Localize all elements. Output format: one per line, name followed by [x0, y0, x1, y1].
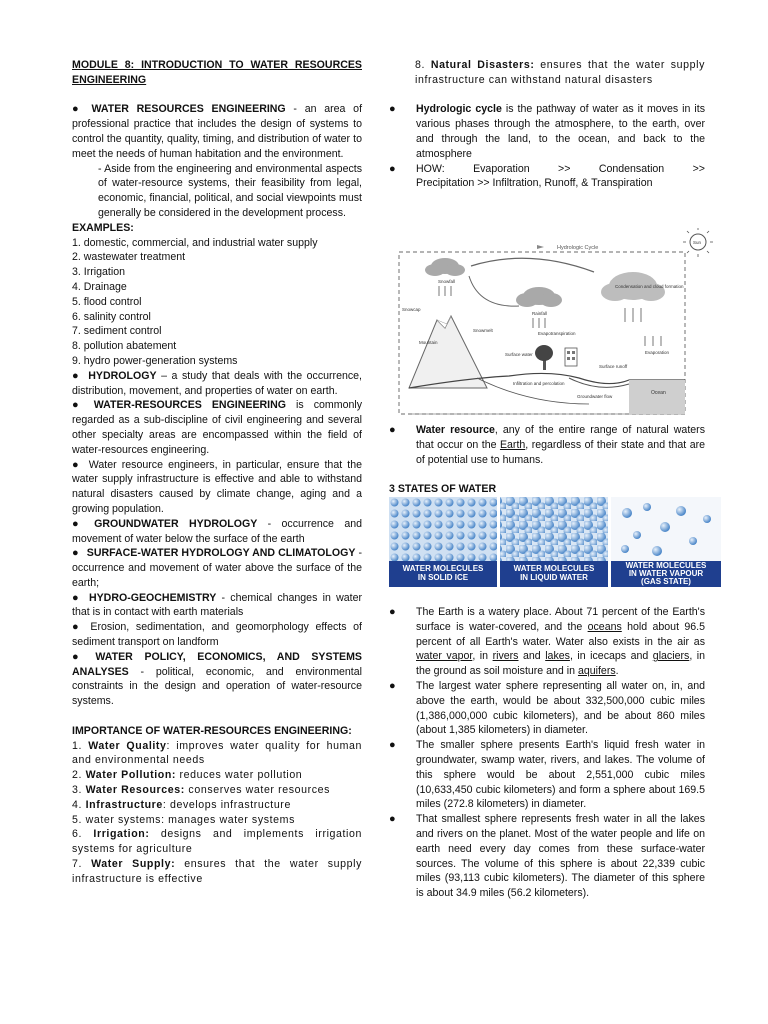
- importance-item-8-head: Natural Disasters:: [430, 59, 535, 71]
- liquid-water-panel: [500, 497, 608, 561]
- ocean-label: Ocean: [651, 390, 666, 396]
- examples-heading: EXAMPLES:: [72, 221, 134, 234]
- left-column: [72, 0, 362, 887]
- importance-item: [72, 827, 362, 857]
- earth-water-paragraph: ● The Earth is a watery place. About 71 percent of the Earth's surface is water-covered, and the oceans hold about 96.5 percent of all Earth's water. Water also exists in the air as water vapor, in rivers and lakes, in icecaps and glaciers, in the ground as soil moisture and in aquifers.: [389, 606, 706, 678]
- hydro-geochemistry-body: - chemical changes in water that is in contact with earth materials: [72, 591, 363, 619]
- mountain-label: Mountain: [419, 340, 438, 345]
- water-vapor-link[interactable]: water vapor: [416, 650, 473, 663]
- wre-definition: [72, 102, 362, 161]
- water-resource-head: Water resource: [416, 424, 495, 436]
- oceans-link[interactable]: oceans: [587, 620, 622, 633]
- example-item: 6. salinity control: [72, 310, 151, 323]
- importance-item-num: 2.: [72, 769, 86, 782]
- rivers-link[interactable]: rivers: [492, 650, 519, 663]
- importance-item-num: 1.: [72, 739, 89, 752]
- aquifers-link[interactable]: aquifers: [577, 665, 616, 678]
- importance-item: [72, 783, 362, 798]
- evapotranspiration-label: Evapotranspiration: [538, 331, 576, 336]
- importance-item-num: 6.: [72, 828, 94, 841]
- surface-water-label: Surface water: [505, 352, 533, 357]
- sun-icon: [683, 228, 713, 257]
- engineers-paragraph: [72, 458, 362, 517]
- importance-item-8-num: 8.: [415, 59, 431, 71]
- evaporation-label: Evaporation: [645, 350, 670, 355]
- hydrology-head: ● HYDROLOGY: [72, 370, 157, 382]
- water-resource-body-1: , any of the entire range of natural waters that occur on the: [416, 424, 705, 451]
- engineers-body: Water resource engineers, in particular, ensure that the water supply infrastructure is effective and able to withstand natural disasters caused by climate change, aging and a growing population.: [72, 458, 362, 515]
- liquid-water-line2: IN LIQUID WATER: [520, 573, 588, 582]
- how-line: ● HOW: Evaporation >> Condensation >> Precipitation >> Infiltration, Runoff, & Transpiration: [389, 162, 705, 190]
- water-resource-block: [389, 423, 705, 467]
- importance-item-num: 7.: [72, 858, 92, 871]
- water-resource-definition: ● Water resource, any of the entire range of natural waters that occur on the Earth, regardless of their state and that are of potential use to humans.: [389, 424, 706, 466]
- right-column-bottom: [389, 605, 705, 901]
- condensation-label: Condensation and cloud formation: [615, 284, 684, 289]
- solid-ice-panel: [389, 497, 497, 561]
- p1-e: , in icecaps and: [569, 650, 653, 663]
- p1-f: , in the ground as soil moisture and in: [416, 650, 706, 678]
- erosion-paragraph: [72, 620, 362, 650]
- importance-item-body: : improves water quality for human and environmental needs: [72, 739, 362, 767]
- example-item: 5. flood control: [72, 295, 142, 308]
- importance-item-num: 3.: [72, 784, 86, 797]
- hydrologic-cycle-definition: ● Hydrologic cycle is the pathway of water as it moves in its various phases through the atmosphere, to the earth, over and through the land, to the ocean, and back to the atmosphere: [389, 103, 705, 160]
- solid-ice-line1: WATER MOLECULES: [402, 564, 484, 573]
- erosion-body: Erosion, sedimentation, and geomorphology effects of sediment transport on landform: [72, 621, 362, 649]
- how-line-2: Precipitation >> Infiltration, Runoff, & Transpiration: [416, 177, 653, 190]
- water-resource-body-2: , regardless of their state and that are of potential use to humans.: [416, 438, 706, 466]
- importance-item-body: designs and implements irrigation systems for agriculture: [72, 828, 362, 856]
- states-of-water-figure: [389, 497, 721, 587]
- water-policy: [72, 650, 362, 709]
- wre-subdiscipline: [72, 398, 362, 457]
- smaller-sphere-text: The smaller sphere presents Earth's liquid fresh water in groundwater, swamp water, rivers, and lakes. The volume of this sphere would be about 2,551,000 cubic miles (10,633,450 cubic kilometers) and form a sphere about 169.5 miles (272.8 kilometers) in diameter.: [416, 739, 705, 811]
- lakes-link[interactable]: lakes: [545, 650, 570, 663]
- smallest-sphere-text: That smallest sphere represents fresh water in all the lakes and rivers on the planet. Most of the water people and life on earth need every day comes from these surface-water sources. The volume of this sphere is about 22,339 cubic miles (93,113 cubic kilometers). The diameter of this sphere is about 34.9 miles (56.2 kilometers).: [416, 813, 705, 900]
- surface-runoff-label: Surface runoff: [599, 364, 628, 369]
- example-item: 3. Irrigation: [72, 266, 125, 279]
- evaporation-arrows: [645, 336, 661, 346]
- vapour-line3: (GAS STATE): [641, 577, 691, 586]
- importance-item-head: Infrastructure: [85, 798, 163, 811]
- hydrology-body: – a study that deals with the occurrence, distribution, movement, and properties of water on earth.: [72, 369, 362, 397]
- groundwater-hydrology: [72, 517, 362, 547]
- sun-label: Sun: [693, 240, 702, 245]
- importance-item-8-body: ensures that the water supply infrastructure can withstand natural disasters: [415, 59, 705, 86]
- rainfall-label: Rainfall: [532, 311, 548, 316]
- solid-ice-line2: IN SOLID ICE: [417, 573, 469, 582]
- importance-item-body: : develops infrastructure: [162, 798, 291, 811]
- importance-item-body: conserves water resources: [184, 784, 331, 797]
- hydro-geochemistry-head: ● HYDRO-GEOCHEMISTRY: [72, 592, 216, 604]
- largest-sphere-text: The largest water sphere representing all water on, in, and above the earth, would be about 332,500,000 cubic miles (1,386,000,000 cubic kilometers), and be about 860 miles (about 1,385 kilometers) in diameter.: [416, 679, 705, 737]
- p1-g: .: [615, 665, 619, 678]
- vapour-line2: IN WATER VAPOUR: [628, 569, 704, 578]
- infiltration-label: Infiltration and percolation: [513, 381, 565, 386]
- groundwater-label: Groundwater flow: [577, 394, 613, 399]
- building-icon: [565, 348, 577, 366]
- wre-definition-body: - an area of professional practice that includes the design of systems to control the quantity, quality, timing, and distribution of water to meet the needs of human habitation and the environment.: [72, 103, 363, 160]
- p1-d: and: [518, 650, 546, 663]
- importance-item-body: reduces water pollution: [176, 769, 303, 782]
- p1-c: , in: [472, 650, 493, 663]
- example-item: 7. sediment control: [72, 325, 162, 338]
- wre-definition-head: ● WATER RESOURCES ENGINEERING: [72, 103, 286, 115]
- surface-water-body: - occurrence and movement of water above the surface of the earth;: [72, 547, 362, 589]
- example-item: 1. domestic, commercial, and industrial water supply: [72, 236, 318, 249]
- aside-paragraph: - Aside from the engineering and environmental aspects of water-resource systems, their feasibility from legal, economic, financial, political, and social viewpoints must generally be considered in the development process.: [98, 162, 362, 219]
- water-policy-body: - political, economic, and environmental constraints in the design and operation of water-resource systems.: [72, 665, 362, 708]
- importance-item: [72, 798, 362, 813]
- examples-list: [72, 236, 362, 369]
- smallest-sphere-paragraph: ● That smallest sphere represents fresh water in all the lakes and rivers on the planet. Most of the water people and life on earth need every day comes from these surface-water sources. The volume of this sphere is about 22,339 cubic miles (93,113 cubic kilometers). The diameter of this sphere is about 34.9 miles (56.2 kilometers).: [389, 813, 705, 900]
- example-item: 4. Drainage: [72, 280, 127, 293]
- groundwater-head: ● GROUNDWATER HYDROLOGY: [72, 518, 257, 530]
- ocean-shape: [629, 380, 685, 414]
- groundwater-body: - occurrence and movement of water below the surface of the earth: [72, 517, 362, 545]
- how-line-1: HOW: Evaporation >> Condensation >>: [416, 162, 705, 175]
- p1-a: The Earth is a watery place. About 71 percent of the Earth's surface is water-covered, and the: [416, 606, 705, 633]
- hydro-geochemistry: [72, 591, 362, 621]
- example-item: 8. pollution abatement: [72, 340, 177, 353]
- importance-item-head: Water Quality: [88, 739, 167, 752]
- importance-item-body: ensures that the water supply infrastructure is effective: [72, 858, 362, 885]
- smaller-sphere-paragraph: ● The smaller sphere presents Earth's liquid fresh water in groundwater, swamp water, rivers, and lakes. The volume of this sphere would be about 2,551,000 cubic miles (10,633,450 cubic kilometers) and form a sphere about 169.5 miles (272.8 kilometers) in diameter.: [389, 739, 705, 811]
- cloud-snowfall-icon: [425, 258, 465, 276]
- importance-item: [72, 857, 362, 887]
- snowcap-label: Snowcap: [402, 307, 421, 312]
- importance-item: [72, 813, 362, 828]
- states-title: 3 STATES OF WATER: [389, 483, 497, 495]
- importance-item-body: 5. water systems: manages water systems: [72, 813, 295, 826]
- importance-item-head: Irrigation:: [93, 828, 150, 841]
- importance-heading: IMPORTANCE OF WATER-RESOURCES ENGINEERING:: [72, 724, 352, 737]
- importance-item-head: Water Supply:: [91, 858, 176, 871]
- hydrologic-cycle-head: Hydrologic cycle: [416, 103, 502, 116]
- importance-item-num: 4.: [72, 798, 86, 811]
- importance-list: [72, 739, 362, 887]
- importance-item-head: Water Resources:: [85, 784, 185, 797]
- glaciers-link[interactable]: glaciers: [652, 650, 690, 663]
- hydrology-definition: [72, 369, 362, 399]
- diagram-cycle-label: Hydrologic Cycle: [557, 245, 599, 251]
- largest-sphere-paragraph: ● The largest water sphere representing all water on, in, and above the earth, would be about 332,500,000 cubic miles (1,386,000,000 cubic kilometers), and be about 860 miles (about 1,385 kilometers) in diameter.: [389, 679, 705, 737]
- hydrologic-cycle-body: is the pathway of water as it moves in its various phases through the atmosphere, to the earth, over and through the land, to the ocean, and back to the atmosphere: [416, 103, 705, 160]
- importance-item-8: [389, 58, 705, 88]
- cloud-rainfall-icon: [516, 287, 562, 307]
- tree-icon: [535, 345, 553, 370]
- example-item: 2. wastewater treatment: [72, 251, 186, 264]
- example-item: 9. hydro power-generation systems: [72, 354, 238, 367]
- vapour-line1: WATER MOLECULES: [625, 561, 707, 570]
- module-title: MODULE 8: INTRODUCTION TO WATER RESOURCES ENGINEERING: [72, 59, 362, 86]
- wre-subdiscipline-head: ● WATER-RESOURCES ENGINEERING: [72, 399, 286, 411]
- earth-link[interactable]: Earth: [499, 438, 526, 451]
- importance-item-head: Water Pollution:: [85, 769, 177, 782]
- liquid-water-line1: WATER MOLECULES: [513, 564, 595, 573]
- importance-item: [72, 768, 362, 783]
- p1-b: hold about 96.5 percent of all Earth's water. Water also exists in the air as: [416, 620, 705, 648]
- surface-water-head: ● SURFACE-WATER HYDROLOGY AND CLIMATOLOGY: [72, 547, 355, 559]
- hydrologic-cycle-diagram: [389, 228, 719, 420]
- snowfall-label: Snowfall: [438, 279, 456, 284]
- wre-subdiscipline-body: is commonly regarded as a sub-discipline of civil engineering and several other specialty areas are encompassed within the field of water-resources engineering.: [72, 399, 362, 456]
- surface-water-hydrology: [72, 546, 362, 590]
- water-policy-head: ● WATER POLICY, ECONOMICS, AND SYSTEMS ANALYSES: [72, 651, 362, 678]
- right-column-top: [389, 58, 705, 191]
- snowmelt-label: Snowmelt: [473, 328, 493, 333]
- importance-item: [72, 739, 362, 769]
